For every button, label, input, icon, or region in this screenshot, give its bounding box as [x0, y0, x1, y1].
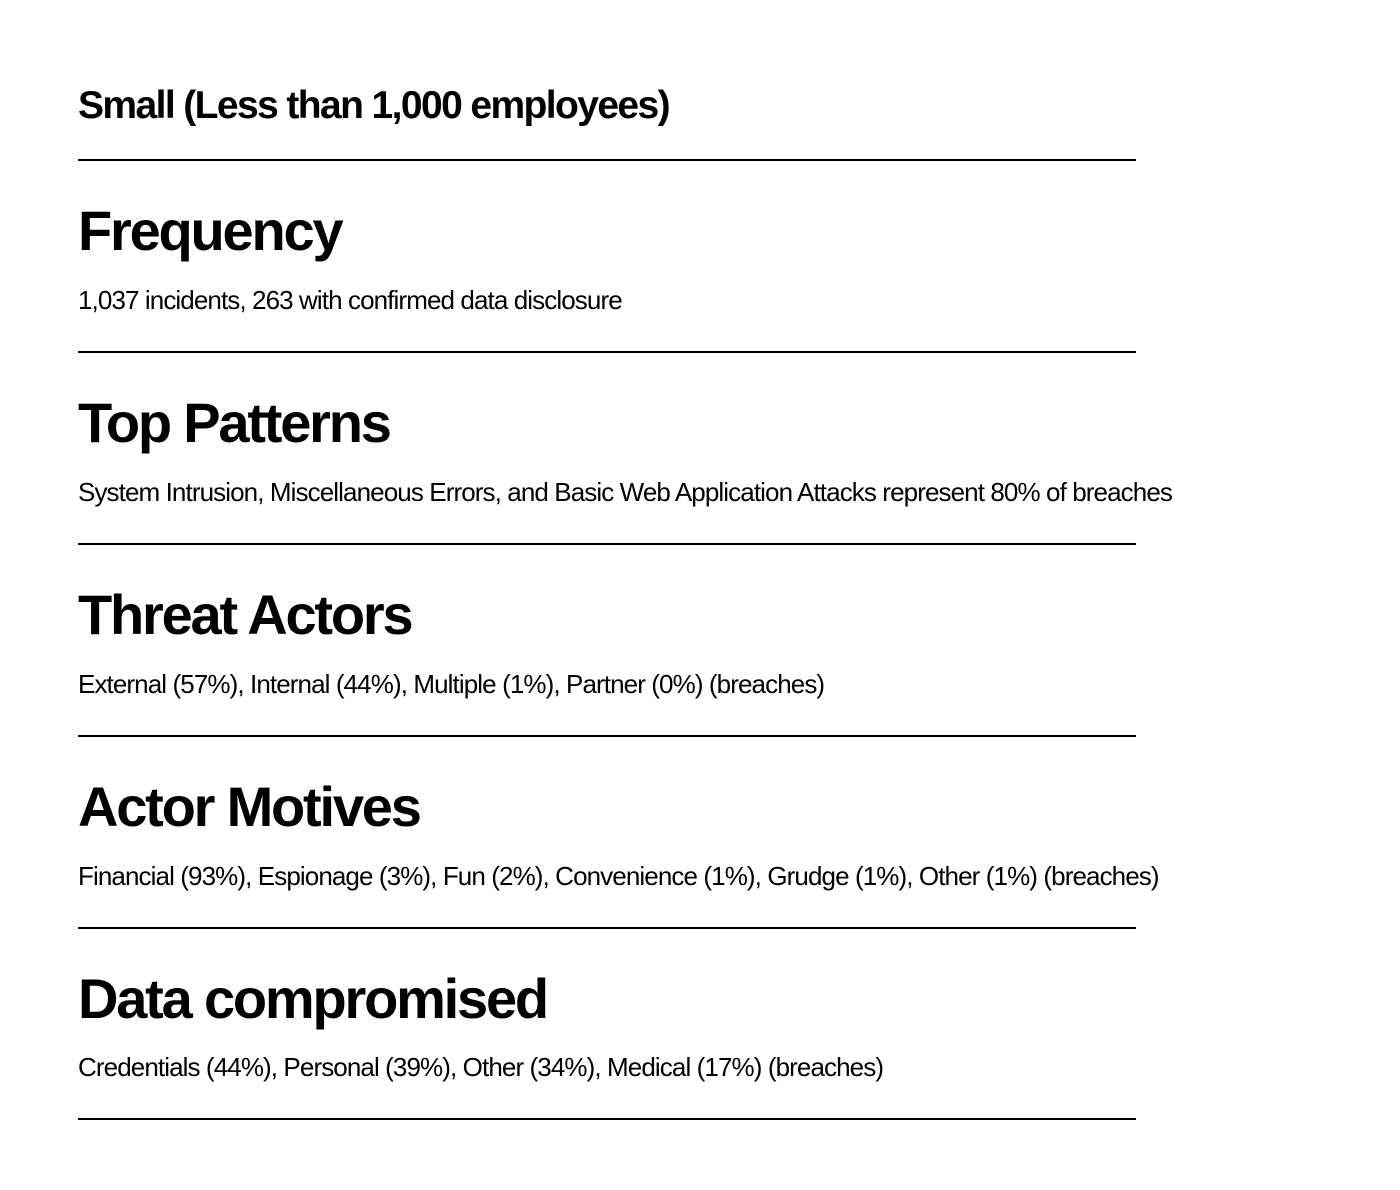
divider: [78, 927, 1136, 929]
section-heading-actor-motives: Actor Motives: [78, 775, 420, 838]
section-heading-frequency: Frequency: [78, 199, 342, 262]
section-text-threat-actors: External (57%), Internal (44%), Multiple (1%), Partner (0%) (breaches): [78, 669, 825, 699]
section-text-frequency: 1,037 incidents, 263 with confirmed data disclosure: [78, 285, 622, 315]
section-text-actor-motives: Financial (93%), Espionage (3%), Fun (2%), Convenience (1%), Grudge (1%), Other (1%) (breaches): [78, 861, 1159, 891]
divider: [78, 543, 1136, 545]
divider: [78, 1118, 1136, 1120]
divider: [78, 735, 1136, 737]
section-heading-threat-actors: Threat Actors: [78, 583, 412, 646]
page-title: Small (Less than 1,000 employees): [78, 84, 669, 127]
divider: [78, 159, 1136, 161]
divider: [78, 351, 1136, 353]
section-text-data-compromised: Credentials (44%), Personal (39%), Other (34%), Medical (17%) (breaches): [78, 1052, 884, 1082]
section-heading-top-patterns: Top Patterns: [78, 391, 390, 454]
section-heading-data-compromised: Data compromised: [78, 967, 547, 1030]
section-text-top-patterns: System Intrusion, Miscellaneous Errors, and Basic Web Application Attacks represent 80% of breaches: [78, 477, 1173, 507]
